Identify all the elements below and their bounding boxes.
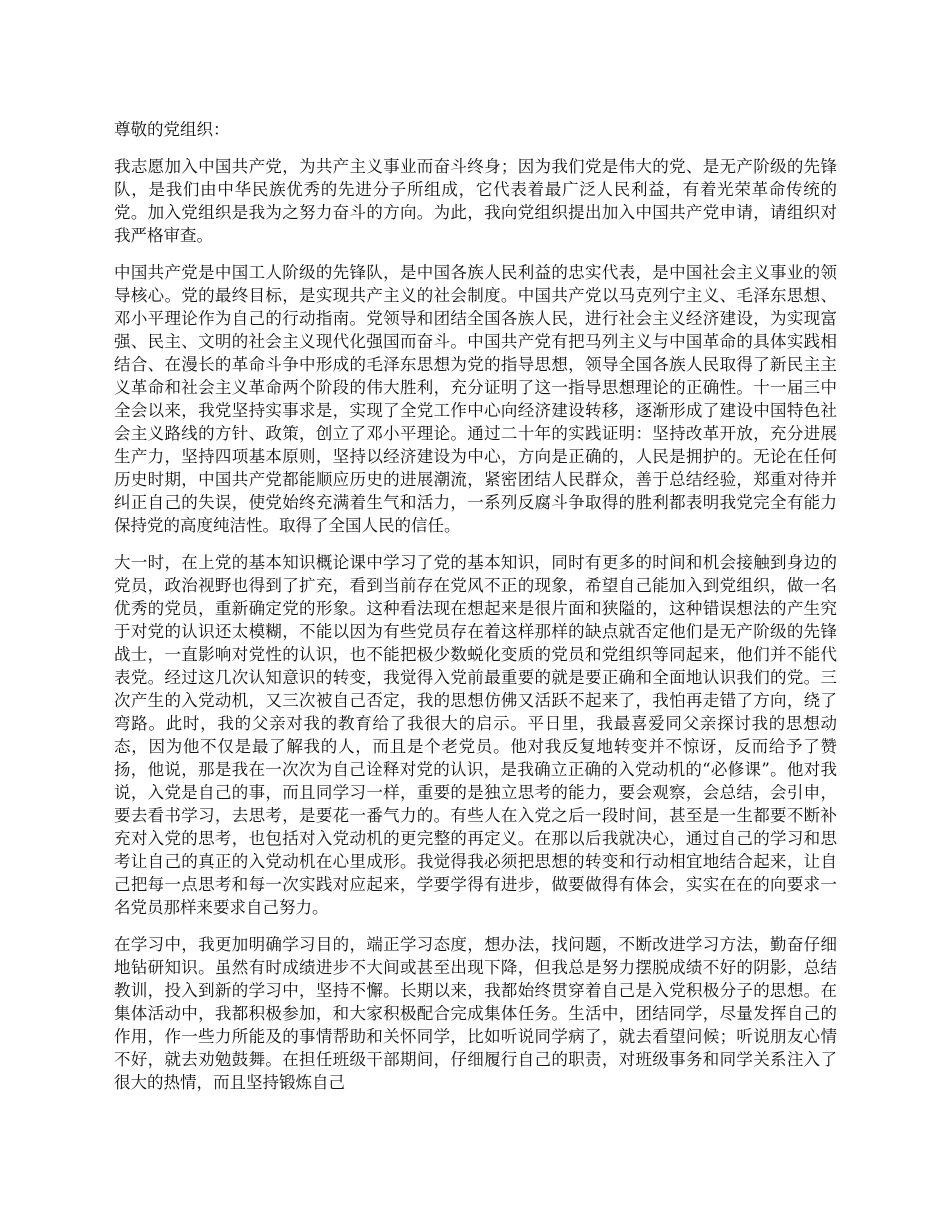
salutation: 尊敬的党组织： — [114, 120, 230, 139]
paragraph-1: 我志愿加入中国共产党，为共产主义事业而奋斗终身；因为我们党是伟大的党、是无产阶级的先锋队，是我们由中华民族优秀的先进分子所组成，它代表着最广泛人民利益，有着光荣革命传统的党。加入党组织是我为之努力奋斗的方向。为此，我向党组织提出加入中国共产党申请，请组织对我严格审查。 — [114, 157, 837, 245]
document-page — [114, 118, 837, 1108]
paragraph-2: 中国共产党是中国工人阶级的先锋队，是中国各族人民利益的忠实代表，是中国社会主义事业的领导核心。党的最终目标，是实现共产主义的社会制度。中国共产党以马克列宁主义、毛泽东思想、邓小平理论作为自己的行动指南。党领导和团结全国各族人民，进行社会主义经济建设，为实现富强、民主、文明的社会主义现代化强国而奋斗。中国共产党有把马列主义与中国革命的具体实践相结合、在漫长的革命斗争中形成的毛泽东思想为党的指导思想，领导全国各族人民取得了新民主主义革命和社会主义革命两个阶段的伟大胜利，充分证明了这一指导思想理论的正确性。十一届三中全会以来，我党坚持实事求是，实现了全党工作中心向经济建设转移，逐渐形成了建设中国特色社会主义路线的方针、政策，创立了邓小平理论。通过二十年的实践证明：坚持改革开放，充分进展生产力，坚持四项基本原则，坚持以经济建设为中心，方向是正确的，人民是拥护的。无论在任何历史时期，中国共产党都能顺应历史的进展潮流，紧密团结人民群众，善于总结经验，郑重对待并纠正自己的失误，使党始终充满着生气和活力，一系列反腐斗争取得的胜利都表明我党完全有能力保持党的高度纯洁性。取得了全国人民的信任。 — [114, 263, 837, 535]
paragraph-3: 大一时，在上党的基本知识概论课中学习了党的基本知识，同时有更多的时间和机会接触到身边的党员，政治视野也得到了扩充，看到当前存在党风不正的现象，希望自己能加入到党组织，做一名优秀的党员，重新确定党的形象。这种看法现在想起来是很片面和狭隘的，这种错误想法的产生究于对党的认识还太模糊，不能以因为有些党员存在着这样那样的缺点就否定他们是无产阶级的先锋战士，一直影响对党性的认识，也不能把极少数蜕化变质的党员和党组织等同起来，他们并不能代表党。经过这几次认知意识的转变，我觉得入党前最重要的就是要正确和全面地认识我们的党。三次产生的入党动机，又三次被自己否定，我的思想仿佛又活跃不起来了，我怕再走错了方向，绕了弯路。此时，我的父亲对我的教育给了我很大的启示。平日里，我最喜爱同父亲探讨我的思想动态，因为他不仅是最了解我的人，而且是个老党员。他对我反复地转变并不惊讶，反而给予了赞扬，他说，那是我在一次次为自己诠释对党的认识，是我确立正确的入党动机的“必修课”。他对我说，入党是自己的事，而且同学习一样，重要的是独立思考的能力，要会观察，会总结，会引申，要去看书学习，去思考，是要花一番气力的。有些人在入党之后一段时间，甚至是一生都要不断补充对入党的思考，也包括对入党动机的更完整的再定义。在那以后我就决心，通过自己的学习和思考让自己的真正的入党动机在心里成形。我觉得我必须把思想的转变和行动相宜地结合起来，让自己把每一点思考和每一次实践对应起来，学要学得有进步，做要做得有体会，实实在在的向要求一名党员那样来要求自己努力。 — [114, 553, 837, 917]
paragraph-4: 在学习中，我更加明确学习目的，端正学习态度，想办法，找问题，不断改进学习方法，勤奋仔细地钻研知识。虽然有时成绩进步不大间或甚至出现下降，但我总是努力摆脱成绩不好的阴影，总结教训，投入到新的学习中，坚持不懈。长期以来，我都始终贯穿着自己是入党积极分子的思想。在集体活动中，我都积极参加，和大家积极配合完成集体任务。生活中，团结同学，尽量发挥自己的作用，作一些力所能及的事情帮助和关怀同学，比如听说同学病了，就去看望问候；听说朋友心情不好，就去劝勉鼓舞。在担任班级干部期间，仔细履行自己的职责，对班级事务和同学关系注入了很大的热情，而且坚持锻炼自己 — [114, 935, 837, 1092]
